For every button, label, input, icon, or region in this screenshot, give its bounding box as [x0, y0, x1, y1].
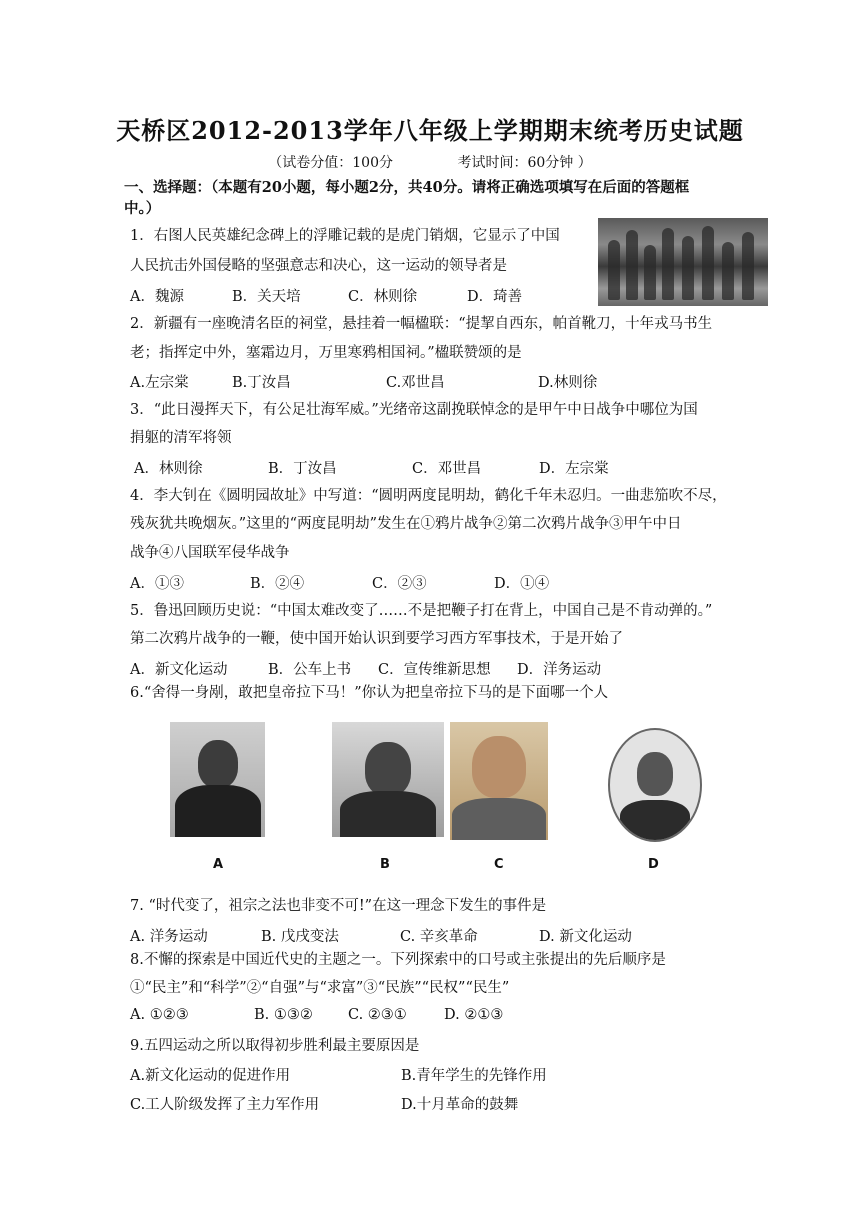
exam-time: 考试时间：60分钟 ）	[457, 155, 592, 171]
q4-text: 4．李大钊在《圆明园故址》中写道：“圆明两度昆明劫，鹤化千年未忍归。一曲悲笳吹不尽，	[130, 488, 727, 504]
q5-text-cont: 第二次鸦片战争的一鞭，使中国开始认识到要学习西方军事技术，于是开始了	[130, 631, 623, 647]
portrait-b-image	[332, 722, 444, 837]
q5-option-a: A．新文化运动	[130, 662, 228, 678]
q3-option-c: C．邓世昌	[412, 461, 482, 477]
portrait-caption-d: D	[648, 857, 659, 872]
q5-option-d: D．洋务运动	[517, 662, 602, 678]
relief-sculpture-image	[598, 218, 768, 306]
section-heading: 一、选择题：（本题有20小题，每小题2分，共40分。请将正确选项填写在后面的答题框	[124, 179, 690, 196]
q8-option-b: B. ①③②	[254, 1007, 313, 1023]
q3-text: 3．“此日漫挥天下，有公足壮海军威。”光绪帝这副挽联悼念的是甲午中日战争中哪位为国	[130, 402, 698, 418]
q4-text-cont: 残灰犹共晚烟灰。”这里的“两度昆明劫”发生在①鸦片战争②第二次鸦片战争③甲午中日	[130, 516, 682, 532]
portrait-c-image	[450, 722, 548, 840]
q9-option-b: B.青年学生的先锋作用	[401, 1068, 547, 1084]
exam-score: （试卷分值：100分	[268, 155, 393, 171]
q1-text: 1．右图人民英雄纪念碑上的浮雕记载的是虎门销烟，它显示了中国	[130, 228, 560, 244]
q1-text-cont: 人民抗击外国侵略的坚强意志和决心，这一运动的领导者是	[130, 258, 507, 274]
q9-text: 9.五四运动之所以取得初步胜利最主要原因是	[130, 1038, 420, 1054]
q1-option-b: B．关天培	[232, 289, 301, 305]
q2-text-cont: 老；指挥定中外，塞霜边月，万里寒鸦相国祠。”楹联赞颂的是	[130, 345, 522, 361]
portrait-caption-c: C	[494, 857, 504, 872]
q2-option-c: C.邓世昌	[386, 375, 445, 391]
q3-option-a: A．林则徐	[134, 461, 203, 477]
q1-option-a: A．魏源	[130, 289, 184, 305]
q7-option-a: A. 洋务运动	[130, 929, 208, 945]
q7-option-c: C. 辛亥革命	[400, 929, 478, 945]
q8-option-c: C. ②③①	[348, 1007, 407, 1023]
q5-text: 5．鲁迅回顾历史说：“中国太难改变了……不是把鞭子打在背上，中国自己是不肯动弹的。”	[130, 603, 713, 619]
portrait-d-image	[608, 728, 702, 842]
q7-option-d: D. 新文化运动	[539, 929, 632, 945]
exam-info	[0, 152, 860, 172]
section-heading-cont: 中。）	[124, 200, 161, 217]
q7-option-b: B. 戊戌变法	[261, 929, 339, 945]
portrait-caption-a: A	[213, 857, 224, 872]
q2-option-b: B.丁汝昌	[232, 375, 291, 391]
q2-option-d: D.林则徐	[538, 375, 598, 391]
q9-option-a: A.新文化运动的促进作用	[130, 1068, 291, 1084]
q9-option-d: D.十月革命的鼓舞	[401, 1097, 519, 1113]
portrait-caption-b: B	[380, 857, 390, 872]
q4-option-d: D．①④	[494, 576, 550, 592]
q4-option-b: B．②④	[250, 576, 305, 592]
page-title: 天桥区2012-2013学年八年级上学期期末统考历史试题	[116, 116, 744, 145]
q8-option-a: A. ①②③	[130, 1007, 189, 1023]
q8-text: 8.不懈的探索是中国近代史的主题之一。下列探索中的口号或主张提出的先后顺序是	[130, 952, 666, 968]
q8-text-cont: ①“民主”和“科学”②“自强”与“求富”③“民族”“民权”“民生”	[130, 980, 510, 996]
q4-text-cont2: 战争④八国联军侵华战争	[130, 545, 290, 561]
q2-text: 2．新疆有一座晚清名臣的祠堂，悬挂着一幅楹联：“提挈自西东，帕首靴刀，十年戎马书生	[130, 316, 713, 332]
q3-text-cont: 捐躯的清军将领	[130, 430, 232, 446]
portrait-a-image	[170, 722, 265, 837]
q4-option-a: A．①③	[130, 576, 184, 592]
q9-option-c: C.工人阶级发挥了主力军作用	[130, 1097, 320, 1113]
q1-option-d: D．琦善	[467, 289, 523, 305]
q3-option-d: D．左宗棠	[539, 461, 609, 477]
q6-text: 6.“舍得一身剐，敢把皇帝拉下马！”你认为把皇帝拉下马的是下面哪一个人	[130, 685, 609, 701]
q8-option-d: D. ②①③	[444, 1007, 504, 1023]
q5-option-c: C．宣传维新思想	[378, 662, 491, 678]
q1-option-c: C．林则徐	[348, 289, 418, 305]
q5-option-b: B．公车上书	[268, 662, 352, 678]
q7-text: 7. “时代变了，祖宗之法也非变不可!”在这一理念下发生的事件是	[130, 898, 547, 914]
q3-option-b: B．丁汝昌	[268, 461, 337, 477]
q4-option-c: C．②③	[372, 576, 427, 592]
q2-option-a: A.左宗棠	[130, 375, 189, 391]
